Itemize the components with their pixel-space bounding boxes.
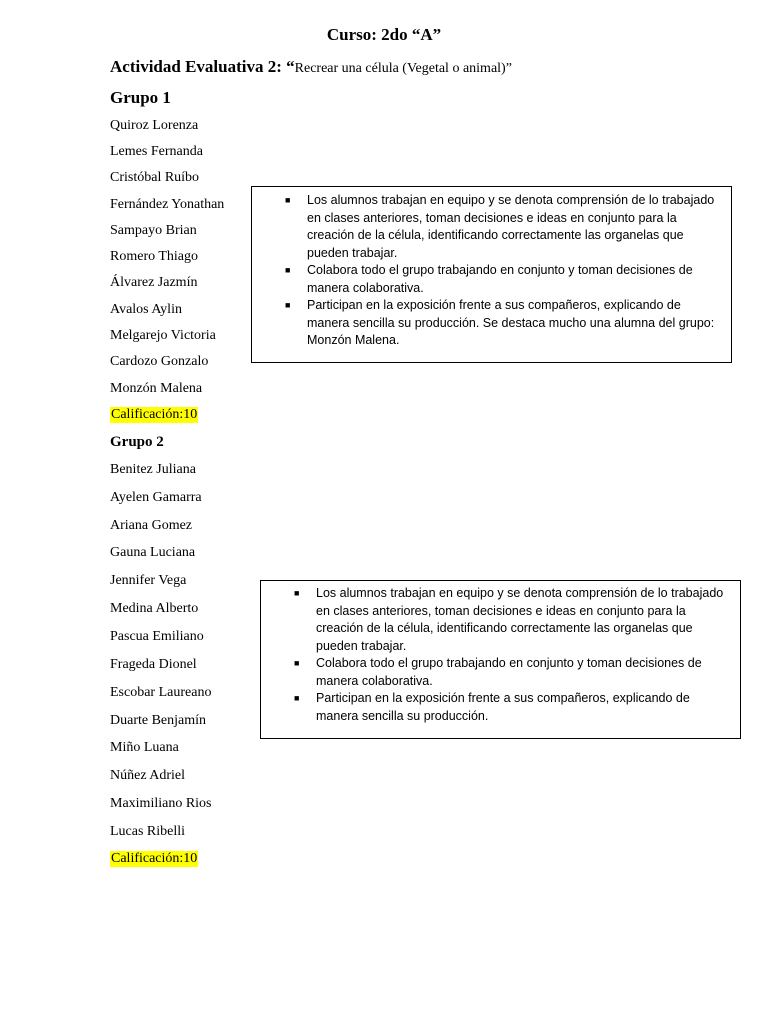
group-2-student: Escobar Laureano <box>110 685 212 700</box>
bullet-icon: ■ <box>294 693 300 703</box>
group-1-notes-box <box>251 186 732 363</box>
activity-label: Actividad Evaluativa 2: “ <box>110 57 295 76</box>
group-2-student: Lucas Ribelli <box>110 824 186 839</box>
group-2-grade: Calificación:10 <box>111 851 198 866</box>
group-2-student: Ariana Gomez <box>110 518 193 533</box>
bullet-icon: ■ <box>285 300 291 310</box>
group-1-student: Álvarez Jazmín <box>110 275 198 290</box>
group-1-student: Melgarejo Victoria <box>110 328 216 343</box>
note-item: ■ Colabora todo el grupo trabajando en conjunto y toman decisiones de manera colaborativa. <box>294 656 702 688</box>
note-item: ■ Colabora todo el grupo trabajando en conjunto y toman decisiones de manera colaborativa. <box>285 263 693 295</box>
group-1-student: Cristóbal Ruíbo <box>110 170 200 185</box>
group-2-student: Frageda Dionel <box>110 657 197 672</box>
group-2-student: Jennifer Vega <box>110 573 187 588</box>
activity-title <box>110 57 512 77</box>
note-item: ■ Participan en la exposición frente a sus compañeros, explicando de manera sencilla su producción. <box>294 691 690 723</box>
note-item: ■ Los alumnos trabajan en equipo y se denota comprensión de lo trabajado en clases anteriores, toman decisiones e ideas en conjunto para la creación de la célula, identificando correctamente las organelas que pueden trabajar. <box>285 193 715 260</box>
bullet-icon: ■ <box>294 658 300 668</box>
group-1-student: Sampayo Brian <box>110 223 197 238</box>
group-1-grade: Calificación:10 <box>111 407 198 422</box>
group-2-student: Duarte Benjamín <box>110 713 207 728</box>
group-2-student: Miño Luana <box>110 740 179 755</box>
group-1-heading: Grupo 1 <box>110 88 171 107</box>
activity-task: Recrear una célula (Vegetal o animal)” <box>294 61 512 76</box>
group-2-student: Benitez Juliana <box>110 462 196 477</box>
group-2-student: Ayelen Gamarra <box>110 490 202 505</box>
bullet-icon: ■ <box>294 588 300 598</box>
group-2-student: Maximiliano Rios <box>110 796 212 811</box>
group-1-student: Cardozo Gonzalo <box>110 354 209 369</box>
group-1-student: Lemes Fernanda <box>110 144 203 159</box>
bullet-icon: ■ <box>285 265 291 275</box>
group-2-student: Núñez Adriel <box>110 768 186 783</box>
group-1-student: Avalos Aylin <box>110 302 182 317</box>
group-1-student: Fernández Yonathan <box>110 197 225 212</box>
group-1-student: Quiroz Lorenza <box>110 118 199 133</box>
group-1-student: Monzón Malena <box>110 381 203 396</box>
group-2-student: Medina Alberto <box>110 601 199 616</box>
bullet-icon: ■ <box>285 195 291 205</box>
group-2-heading: Grupo 2 <box>110 434 164 450</box>
note-item: ■ Los alumnos trabajan en equipo y se denota comprensión de lo trabajado en clases anteriores, toman decisiones e ideas en conjunto para la creación de la célula, identificando correctamente las organelas que pueden trabajar. <box>294 586 724 653</box>
course-title: Curso: 2do “A” <box>326 25 442 44</box>
group-2-student: Pascua Emiliano <box>110 629 204 644</box>
group-2-notes-box <box>260 580 741 739</box>
note-item: ■ Participan en la exposición frente a sus compañeros, explicando de manera sencilla su producción. Se destaca mucho una alumna del grupo: Monzón Malena. <box>285 298 715 347</box>
group-2-student: Gauna Luciana <box>110 545 196 560</box>
group-1-student: Romero Thiago <box>110 249 199 264</box>
